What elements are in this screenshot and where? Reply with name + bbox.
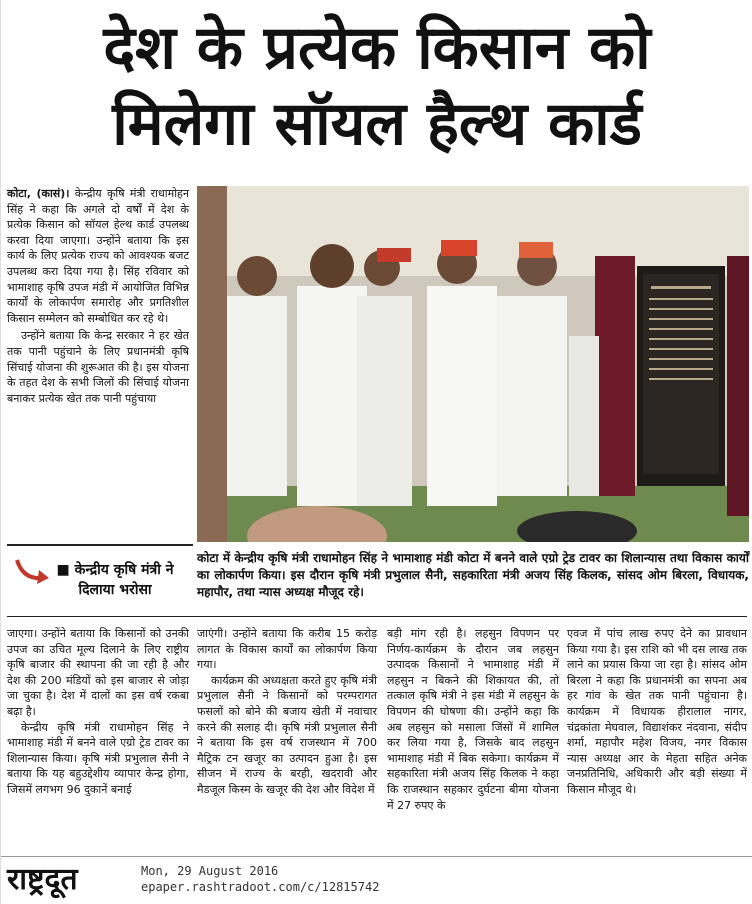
footer bbox=[1, 860, 752, 904]
article-column-bottom-1 bbox=[7, 626, 189, 798]
edition-date: Mon, 29 August 2016 bbox=[141, 864, 279, 878]
headline bbox=[1, 10, 752, 162]
paragraph: एवज में पांच लाख रुपए देने का प्रावधान किया गया है। इस राशि को भी दस लाख तक लाने का प्रयास किया जा रहा है। सांसद ओम बिरला ने कहा कि प्रधानमंत्री का सपना अब हर गांव के खेत तक पानी पहुंचाना है। कार्यक्रम में विधायक हीरालाल नागर, चंद्रकांता मेघवाल, विद्याशंकर नंदवाना, संदीप शर्मा, महापौर महेश विजय, नगर विकास न्यास अध्यक्ष आर के मेहता सहित अनेक जनप्रतिनिधि, अधिकारी और बड़ी संख्या में किसान मौजूद थे। bbox=[567, 627, 747, 796]
divider bbox=[7, 616, 747, 617]
epaper-url[interactable]: epaper.rashtradoot.com/c/12815742 bbox=[141, 880, 380, 894]
paragraph: जाएगा। उन्होंने बताया कि किसानों को उनकी उपज का उचित मूल्य दिलाने के लिए राष्ट्रीय कृषि बाजार की स्थापना की जा रही है और देश की 200 मंडियों को इस बाजार से जोड़ा जा चुका है। देश में दालों का इस वर्ष रकबा बढ़ा है। bbox=[7, 627, 189, 718]
headline-line-2: मिलेगा सॉयल हैल्थ कार्ड bbox=[112, 89, 642, 159]
article-column-bottom-3 bbox=[387, 626, 559, 813]
article-column-bottom-2 bbox=[197, 626, 377, 798]
paragraph: बड़ी मांग रही है। लहसुन विपणन पर निर्णय-कार्यक्रम के दौरान जब लहसुन उत्पादक किसानों ने भामाशाह मंडी में लहसुन न बिकने की शिकायत की, तो तत्काल कृषि मंत्री ने इस मंडी में लहसुन के विपणन की घोषणा की। उन्होंने कहा कि अब लहसुन को मसाला जिंसों में शामिल कर लिया गया है, जिसके बाद लहसुन भामाशाह मंडी में बिक सकेगा। कार्यक्रम में सहकारिता मंत्री अजय सिंह किलक ने कहा कि राजस्थान सहकार दुर्घटना बीमा योजना में 27 रुपए के bbox=[387, 627, 559, 812]
masthead-logo: राष्ट्रदूत bbox=[7, 862, 78, 897]
paragraph: जाएंगी। उन्होंने बताया कि करीब 15 करोड़ लागत के विकास कार्यों का लोकार्पण किया गया। bbox=[197, 627, 377, 672]
event-photo bbox=[197, 186, 749, 542]
photo-caption: कोटा में केन्द्रीय कृषि मंत्री राधामोहन सिंह ने भामाशाह मंडी कोटा में बनने वाले एग्रो ट्रेड टावर का शिलान्यास तथा विकास कार्यों का लोकार्पण किया। इस दौरान कृषि मंत्री प्रभुलाल सैनी, सहकारिता मंत्री अजय सिंह किलक, सांसद ओम बिरला, विधायक, महापौर, तथा न्यास अध्यक्ष मौजूद रहे। bbox=[197, 551, 749, 599]
article-column-1 bbox=[7, 186, 189, 408]
dateline: कोटा, (कासं)। bbox=[7, 187, 70, 200]
paragraph-intro: केन्द्रीय कृषि मंत्री राधामोहन सिंह ने कहा कि अगले दो वर्षों में देश के प्रत्येक किसान को सॉयल हेल्थ कार्ड उपलब्ध करवा दिया जाएगा। उन्होंने बताया कि इस कार्य के लिए प्रत्येक राज्य को आवश्यक बजट उपलब्ध करा दिया गया है। सिंह रविवार को भामाशाह कृषि उपज मंडी में आयोजित विभिन्न कार्यों के लोकार्पण समारोह और प्रगतिशील किसान सम्मेलन को सम्बोधित कर रहे थे। bbox=[7, 187, 190, 325]
footer-divider bbox=[1, 856, 752, 857]
divider bbox=[7, 544, 193, 546]
headline-line-1: देश के प्रत्येक किसान को bbox=[103, 13, 651, 83]
subheading: ■ केन्द्रीय कृषि मंत्री ने दिलाया भरोसा bbox=[56, 562, 174, 598]
article-column-bottom-4 bbox=[567, 626, 747, 798]
paragraph-irrigation: उन्होंने बताया कि केन्द्र सरकार ने हर खेत तक पानी पहुंचाने के लिए प्रधानमंत्री कृषि सिंचाई योजना की शुरूआत की है। इस योजना के तहत देश के सभी जिलों की सिंचाई योजना बनाकर प्रत्येक खेत तक पानी पहुंचाया bbox=[7, 329, 189, 405]
photo-illustration bbox=[197, 186, 749, 542]
paragraph: कार्यक्रम की अध्यक्षता करते हुए कृषि मंत्री प्रभुलाल सैनी ने किसानों को परम्परागत फसलों को बोने की बजाय खेती में नवाचार करने की सलाह दी। कृषि मंत्री प्रभुलाल सैनी ने बताया कि इस वर्ष राजस्थान में 700 मैट्रिक टन खजूर का उत्पादन हुआ है। इस सीजन में राज्य के बरही, खदरावी और मैडजूल किस्म के खजूर की देश और विदेश में bbox=[197, 673, 377, 796]
paragraph: केन्द्रीय कृषि मंत्री राधामोहन सिंह ने भामाशाह मंडी में बनने वाले एग्रो ट्रेड टावर का शिलान्यास किया। कृषि मंत्री प्रभुलाल सैनी ने बताया कि यह बहुउद्देशीय व्यापार केन्द्र होगा, जिसमें लगभग 96 दुकानें बनाई bbox=[7, 720, 189, 796]
